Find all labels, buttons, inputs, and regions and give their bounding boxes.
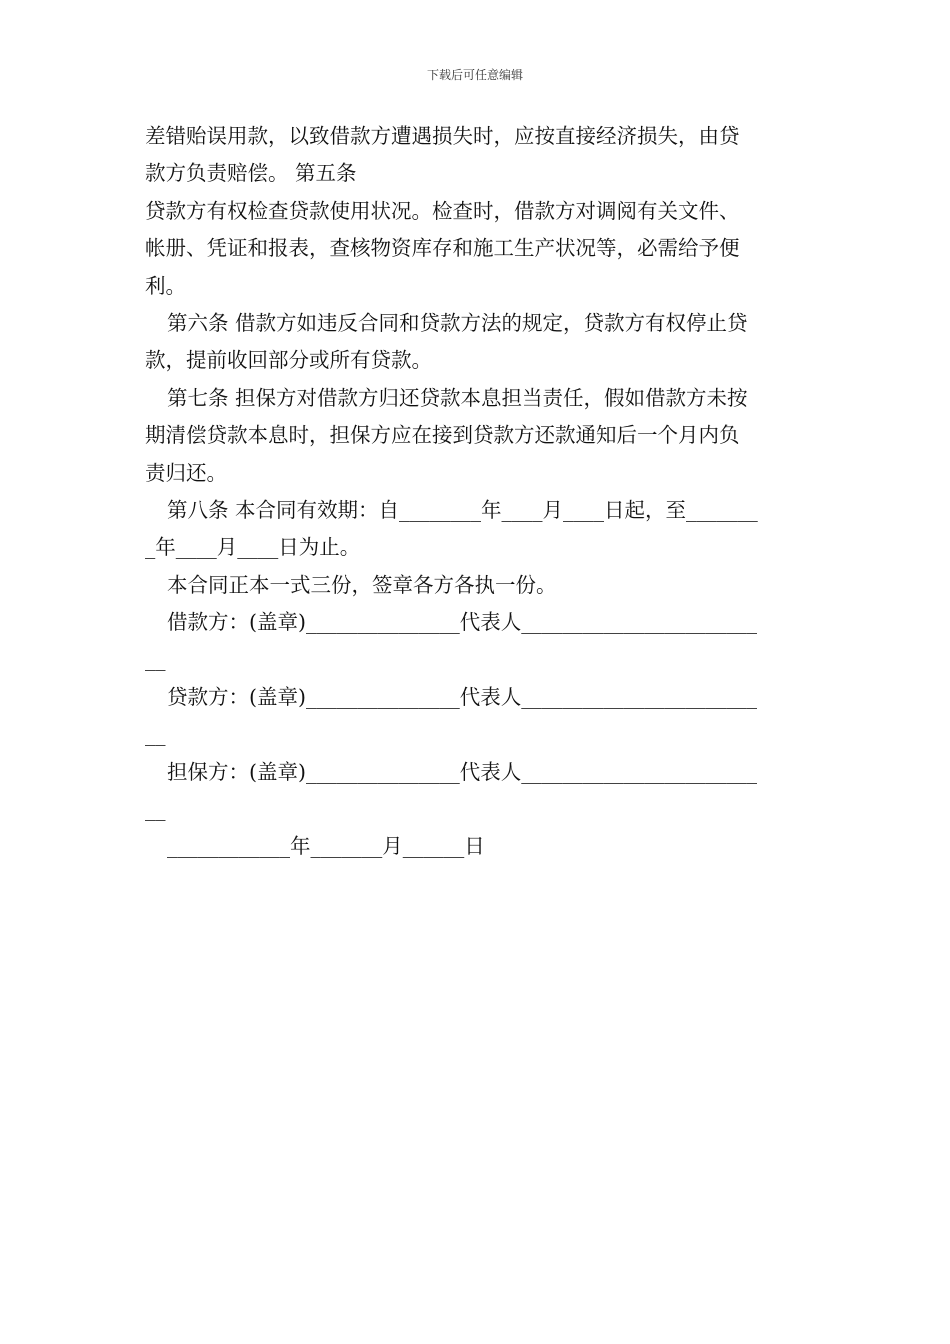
date-line: ____________年_______月______日 xyxy=(167,834,485,859)
document-body xyxy=(145,118,810,866)
article-six-line-1: 第六条 借款方如违反合同和贷款方法的规定，贷款方有权停止贷 xyxy=(167,310,748,335)
text-line-2: 款方负责赔偿。 第五条 xyxy=(145,161,357,186)
lender-signature-continuation: __ xyxy=(145,722,166,747)
article-eight-line-1: 第八条 本合同有效期：自________年____月____日起，至_______ xyxy=(167,497,758,522)
text-line-4: 帐册、凭证和报表，查核物资库存和施工生产状况等，必需给予便 xyxy=(145,236,740,261)
article-seven-line-3: 责归还。 xyxy=(145,460,227,485)
guarantor-signature-line: 担保方：(盖章)_______________代表人_______________________ xyxy=(167,759,757,784)
lender-signature-line: 贷款方：(盖章)_______________代表人_______________________ xyxy=(167,684,757,709)
text-line-3: 贷款方有权检查贷款使用状况。检查时，借款方对调阅有关文件、 xyxy=(145,198,740,223)
borrower-signature-continuation: __ xyxy=(145,647,166,672)
guarantor-signature-continuation: __ xyxy=(145,797,166,822)
article-six-line-2: 款，提前收回部分或所有贷款。 xyxy=(145,348,432,373)
article-seven-line-2: 期清偿贷款本息时，担保方应在接到贷款方还款通知后一个月内负 xyxy=(145,423,740,448)
article-eight-line-2: _年____月____日为止。 xyxy=(145,535,361,560)
borrower-signature-line: 借款方：(盖章)_______________代表人_______________________ xyxy=(167,610,757,635)
copies-clause: 本合同正本一式三份，签章各方各执一份。 xyxy=(167,572,557,597)
page-header: 下载后可任意编辑 xyxy=(426,68,523,82)
text-line-5: 利。 xyxy=(145,273,186,298)
text-line-1: 差错贻误用款，以致借款方遭遇损失时，应按直接经济损失，由贷 xyxy=(145,124,740,148)
article-seven-line-1: 第七条 担保方对借款方归还贷款本息担当责任，假如借款方未按 xyxy=(167,385,748,410)
